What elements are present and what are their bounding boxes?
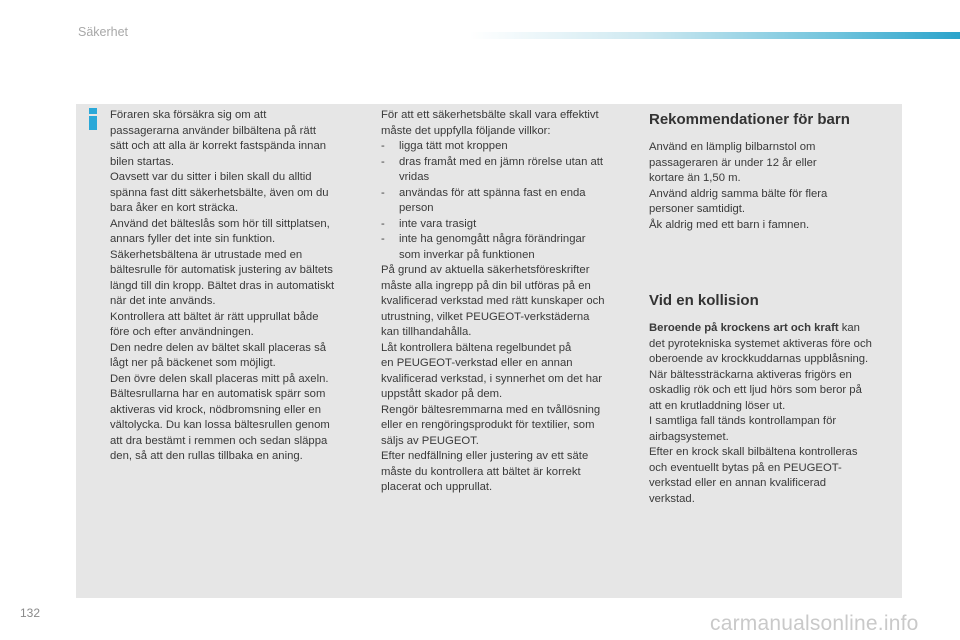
text-line: annars fyller det inte sin funktion. bbox=[110, 233, 276, 245]
text-line: Efter nedfällning eller justering av ett säte bbox=[381, 450, 589, 462]
text-line: oskadlig rök och ett ljud hörs som beror på bbox=[649, 384, 862, 396]
list-item bbox=[381, 186, 633, 217]
text-line: måste du kontrollera att bältet är korrekt bbox=[381, 465, 581, 478]
list-dash: - bbox=[381, 155, 385, 168]
collision-lead bbox=[649, 321, 899, 337]
text-line: en PEUGEOT-verkstad eller en annan bbox=[381, 357, 573, 369]
text-line: Åk aldrig med ett barn i famnen. bbox=[649, 218, 810, 231]
collision-lead-bold: Beroende på krockens art och kraft bbox=[649, 322, 839, 334]
page-number: 132 bbox=[20, 606, 41, 620]
heading-collision: Vid en kollision bbox=[649, 292, 759, 309]
text-line: kortare än 1,50 m. bbox=[649, 172, 741, 184]
list-item-text: person bbox=[399, 202, 434, 214]
list-item-text: vridas bbox=[399, 171, 430, 183]
text-line: längd till din kropp. Bältet dras in automatiskt bbox=[110, 279, 335, 292]
text-line: När bältessträckarna aktiveras frigörs en bbox=[649, 368, 852, 381]
text-line: passagerarna använder bilbältena på rätt bbox=[110, 124, 316, 137]
info-icon bbox=[86, 108, 100, 130]
text-line: den, så att den rullas tillbaka en aning. bbox=[110, 450, 303, 462]
text-line: oberoende av krockkuddarnas uppblåsning. bbox=[649, 353, 869, 365]
text-line: Efter en krock skall bilbältena kontrolleras bbox=[649, 446, 858, 458]
list-dash: - bbox=[381, 186, 385, 199]
text-line: kan tillhandahålla. bbox=[381, 326, 472, 338]
info-column-2 bbox=[381, 108, 633, 496]
text-line: bilen startas. bbox=[110, 155, 175, 168]
list-item bbox=[381, 232, 633, 263]
list-item-text: dras framåt med en jämn rörelse utan att bbox=[399, 155, 604, 168]
info-column-1 bbox=[110, 108, 372, 465]
text-line: det pyrotekniska systemet aktiveras före och bbox=[649, 337, 872, 350]
text-line: måste det uppfylla följande villkor: bbox=[381, 124, 551, 137]
list-dash: - bbox=[381, 233, 385, 245]
text-line: Låt kontrollera bältena regelbundet på bbox=[381, 341, 572, 354]
text-line: bara åker en kort sträcka. bbox=[110, 202, 239, 214]
text-line: Oavsett var du sitter i bilen skall du alltid bbox=[110, 171, 312, 183]
watermark: carmanualsonline.info bbox=[710, 612, 919, 635]
text-line: att en krutladdning löser ut. bbox=[649, 399, 786, 412]
text-line: verkstad eller en annan kvalificerad bbox=[649, 477, 827, 489]
list-dash: - bbox=[381, 217, 385, 230]
text-line: passageraren är under 12 år eller bbox=[649, 156, 817, 169]
text-line: kvalificerad verkstad, i synnerhet om det har bbox=[381, 372, 603, 385]
text-line: utrustning, vilket PEUGEOT-verkstäderna bbox=[381, 310, 590, 323]
text-line: För att ett säkerhetsbälte skall vara effektivt bbox=[381, 109, 599, 121]
text-line: vältolycka. Du kan lossa bältesrullen genom bbox=[110, 419, 330, 431]
text-line: när det inte används. bbox=[110, 295, 216, 307]
section-title: Säkerhet bbox=[78, 25, 129, 39]
text-line: bältesrulle för automatisk justering av bältets bbox=[110, 264, 333, 276]
text-line: och eventuellt bytas på en PEUGEOT- bbox=[649, 461, 842, 474]
header-accent-bar bbox=[470, 32, 960, 39]
text-line: Använd aldrig samma bälte för flera bbox=[649, 187, 828, 200]
list-item bbox=[381, 155, 633, 186]
text-line: kvalificerad verkstad med rätt kunskaper och bbox=[381, 295, 605, 307]
text-line: verkstad. bbox=[649, 492, 695, 505]
text-line: lågt ner på bäckenet som möjligt. bbox=[110, 357, 276, 369]
text-line: eller en rengöringsprodukt för textilier, som bbox=[381, 419, 595, 431]
text-line: På grund av aktuella säkerhetsföreskrifter bbox=[381, 264, 590, 276]
text-line: Säkerhetsbältena är utrustade med en bbox=[110, 248, 303, 261]
text-line: Den nedre delen av bältet skall placeras så bbox=[110, 341, 327, 354]
text-line: airbagsystemet. bbox=[649, 430, 729, 443]
info-column-3 bbox=[649, 108, 899, 507]
text-line: placerat och upprullat. bbox=[381, 481, 493, 493]
list-dash: - bbox=[381, 140, 385, 152]
text-line: sätt och att alla är korrekt fastspända innan bbox=[110, 140, 327, 152]
list-item-text: inte ha genomgått några förändringar bbox=[399, 233, 586, 245]
text-line: före och efter användningen. bbox=[110, 326, 254, 338]
text-line: Använd en lämplig bilbarnstol om bbox=[649, 141, 816, 153]
text-line: att dra bestämt i remmen och sedan släppa bbox=[110, 434, 328, 447]
text-line: Bältesrullarna har en automatisk spärr som bbox=[110, 388, 326, 400]
text-line: måste alla ingrepp på din bil utföras på en bbox=[381, 279, 591, 292]
list-item-text: ligga tätt mot kroppen bbox=[399, 140, 508, 152]
text-line: Använd det bälteslås som hör till sittplatsen, bbox=[110, 217, 330, 230]
text-line: Kontrollera att bältet är rätt upprullat både bbox=[110, 310, 319, 323]
text-line: Den övre delen skall placeras mitt på axeln. bbox=[110, 372, 329, 385]
text-line: spänna fast ditt säkerhetsbälte, även om du bbox=[110, 186, 329, 199]
text-line: personer samtidigt. bbox=[649, 203, 746, 215]
collision-lead-rest: kan bbox=[838, 322, 860, 334]
heading-child-recommendations: Rekommendationer för barn bbox=[649, 111, 850, 128]
text-line: säljs av PEUGEOT. bbox=[381, 434, 479, 447]
list-item bbox=[381, 217, 633, 233]
text-line: I samtliga fall tänds kontrollampan för bbox=[649, 415, 837, 427]
list-item-text: inte vara trasigt bbox=[399, 217, 477, 230]
list-item-text: som inverkar på funktionen bbox=[399, 248, 535, 261]
list-item-text: användas för att spänna fast en enda bbox=[399, 186, 586, 199]
conditions-list bbox=[381, 139, 633, 263]
text-line: uppstått skador på dem. bbox=[381, 388, 503, 400]
text-line: Föraren ska försäkra sig om att bbox=[110, 109, 267, 121]
text-line: Rengör bältesremmarna med en tvållösning bbox=[381, 403, 601, 416]
list-item bbox=[381, 139, 633, 155]
text-line: aktiveras vid krock, nödbromsning eller en bbox=[110, 403, 321, 416]
